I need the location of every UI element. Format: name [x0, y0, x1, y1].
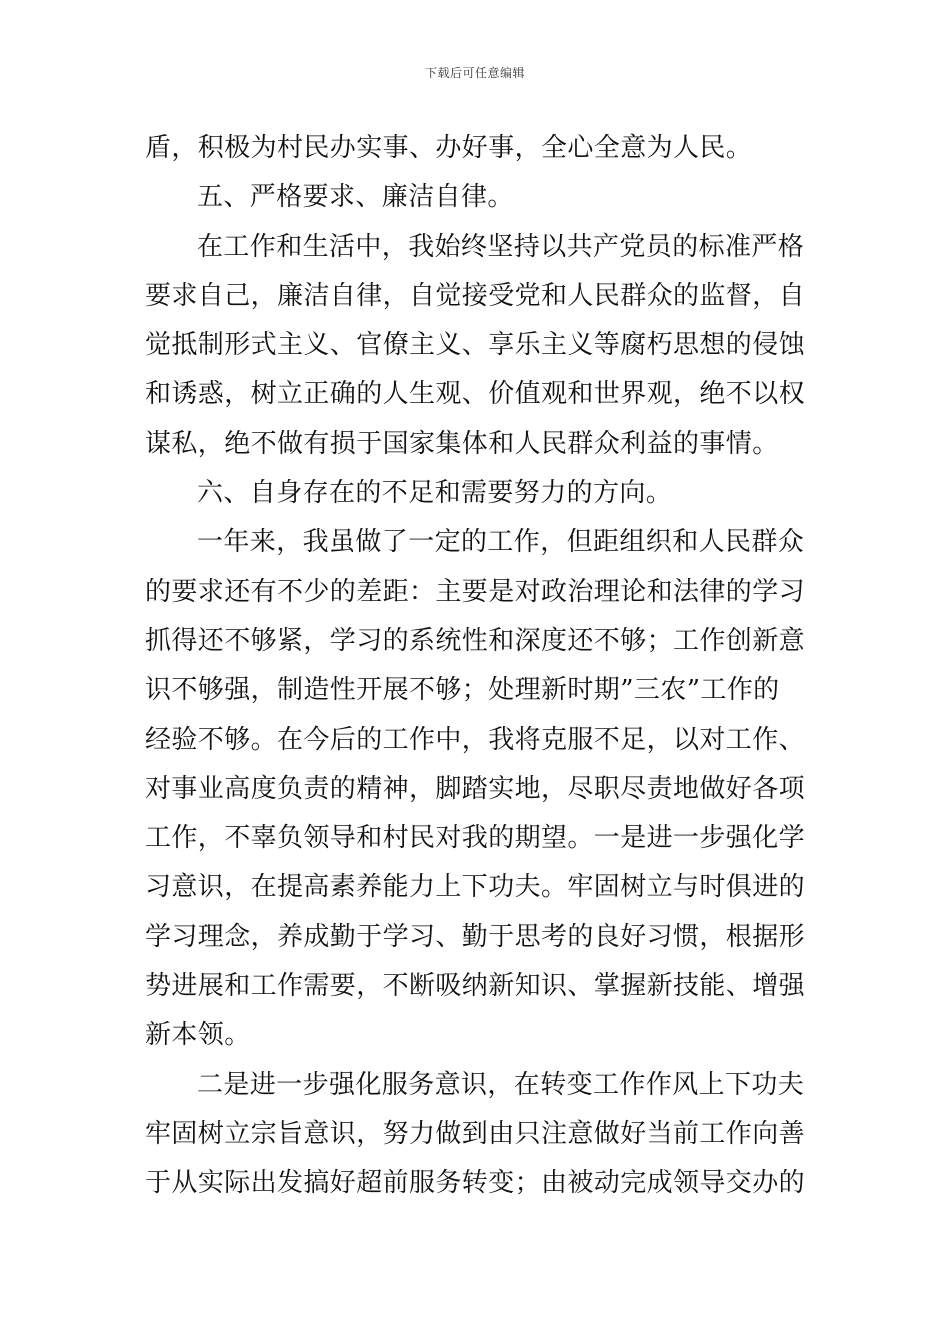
text-line: 的要求还有不少的差距：主要是对政治理论和法律的学习 — [145, 576, 806, 607]
text-line: 经验不够。在今后的工作中，我将克服不足，以对工作、 — [145, 724, 806, 755]
body-text — [145, 124, 810, 1209]
text-line: 学习理念，养成勤于学习、勤于思考的良好习惯，根据形 — [145, 921, 806, 952]
text-line: 习意识，在提高素养能力上下功夫。牢固树立与时俱进的 — [145, 872, 806, 903]
text-line: 觉抵制形式主义、官僚主义、享乐主义等腐朽思想的侵蚀 — [145, 330, 806, 361]
text-line: 一年来，我虽做了一定的工作，但距组织和人民群众 — [197, 527, 805, 558]
section-heading-6: 六、自身存在的不足和需要努力的方向。 — [197, 478, 673, 509]
text-line: 抓得还不够紧，学习的系统性和深度还不够；工作创新意 — [145, 625, 806, 656]
text-line: 在工作和生活中，我始终坚持以共产党员的标准严格 — [197, 231, 805, 262]
section-heading-5: 五、严格要求、廉洁自律。 — [197, 182, 514, 213]
text-line: 工作，不辜负领导和村民对我的期望。一是进一步强化学 — [145, 823, 806, 854]
text-line: 牢固树立宗旨意识，努力做到由只注意做好当前工作向善 — [145, 1118, 806, 1149]
page-header: 下载后可任意编辑 — [424, 66, 525, 80]
text-line: 对事业高度负责的精神，脚踏实地，尽职尽责地做好各项 — [145, 773, 806, 804]
text-line: 新本领。 — [145, 1020, 251, 1051]
text-line: 和诱惑，树立正确的人生观、价值观和世界观，绝不以权 — [145, 379, 806, 410]
text-line: 于从实际出发搞好超前服务转变；由被动完成领导交办的 — [145, 1168, 806, 1199]
text-line: 谋私，绝不做有损于国家集体和人民群众利益的事情。 — [145, 428, 779, 459]
text-line: 识不够强，制造性开展不够；处理新时期”三农”工作的 — [145, 675, 780, 706]
text-line: 势进展和工作需要，不断吸纳新知识、掌握新技能、增强 — [145, 971, 806, 1002]
text-line: 要求自己，廉洁自律，自觉接受党和人民群众的监督，自 — [145, 280, 806, 311]
text-line: 盾，积极为村民办实事、办好事，全心全意为人民。 — [145, 133, 753, 163]
text-line: 二是进一步强化服务意识，在转变工作作风上下功夫 — [197, 1069, 805, 1100]
